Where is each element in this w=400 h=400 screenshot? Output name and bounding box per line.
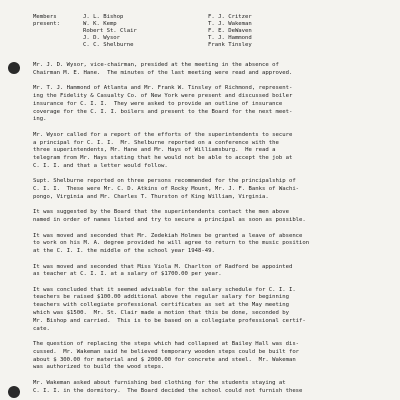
paragraph: It was suggested by the Board that the superintendents contact the men above named in order of names listed and try to secure a principal as soon as possible. <box>33 209 306 224</box>
paragraph: Supt. Shelburne reported on three persons recommended for the principalship of C. I. I. These were Mr. C. D. Atkins of Rocky Mount, Mr. J. F. Banks of Wachi- pongo, Virginia and Mr. Charles T. Thurston of King William, Virginia. <box>33 178 300 200</box>
member-name: J. D. Wysor <box>83 34 121 41</box>
member-name: Robert St. Clair <box>83 27 137 34</box>
paragraph: The question of replacing the steps which had collapsed at Bailey Hall was dis- cussed. Mr. Wakeman said he believed temporary wooden steps could be built for about $ 300.00 for material and $ 2000.00 for concrete and steel. Mr. Wakeman was authorized to build the wood steps. <box>33 341 300 371</box>
member-name: J. L. Bishop <box>83 14 124 20</box>
binder-hole <box>8 62 20 74</box>
member-name: Frank Tinsley <box>208 41 252 48</box>
member-name: T. J. Wakeman <box>208 20 252 27</box>
member-name: T. J. Hammond <box>208 34 252 41</box>
member-name: F. E. DeWaven <box>208 27 252 34</box>
binder-hole <box>8 386 20 398</box>
paragraph: It was moved and seconded that Miss Viola M. Charlton of Radford be appointed as teacher at C. I. I. at a salary of $1700.00 per year. <box>33 263 293 278</box>
paragraph: Mr. Wakeman asked about furnishing bed clothing for the students staying at C. I. I. in the dormitory. The Board decided the school could not furnish these <box>33 379 303 394</box>
paragraph: Mr. T. J. Hammond of Atlanta and Mr. Frank W. Tinsley of Richmond, represent- ing the Fidelity & Casualty Co. of New York were present and discussed boiler insurance for C. I. I. They were asked to provide an outline of insurance coverage for the C. I. I. boilers and present to the Board for the next meet- ing. <box>33 85 293 123</box>
members-present-label: Members present: <box>33 14 60 27</box>
member-name: F. J. Critzer <box>208 14 252 20</box>
binder-holes <box>8 0 22 400</box>
members-column-right <box>208 14 308 49</box>
member-name: C. C. Shelburne <box>83 41 134 48</box>
paragraph: It was moved and seconded that Mr. Zedekiah Holmes be granted a leave of absence to work on his M. A. degree provided he will agree to return to the music position at the C. I. I. the middle of the school year 1948-49. <box>33 232 310 255</box>
paragraph: Mr. Wysor called for a report of the efforts of the superintendents to secure a principal for C. I. I. Mr. Shelburne reported on a conference with the three superintendents, Mr. Hane and Mr. Hays of Williamsburg. He read a telegram from Mr. Hays stating that he would not be able to accept the job at C. I. I. and that a letter would follow. <box>33 131 293 169</box>
minutes-body <box>33 62 377 400</box>
members-column-left <box>83 14 173 49</box>
member-name: W. K. Kemp <box>83 20 117 27</box>
paragraph: It was concluded that it seemed advisable for the salary schedule for C. I. I. teachers be raised $100.00 additional above the regular salary for beginning teachers with collegiate professional certificates as set at the May meeting which was $1500. Mr. St. Clair made a motion that this be done, seconded by Mr. Bishop and carried. This is to be based on a collegiate professional certif- cate. <box>33 286 306 332</box>
paragraph: Mr. J. D. Wysor, vice-chairman, presided at the meeting in the absence of Chairman M. E. Hane. The minutes of the last meeting were read and approved. <box>33 62 293 76</box>
